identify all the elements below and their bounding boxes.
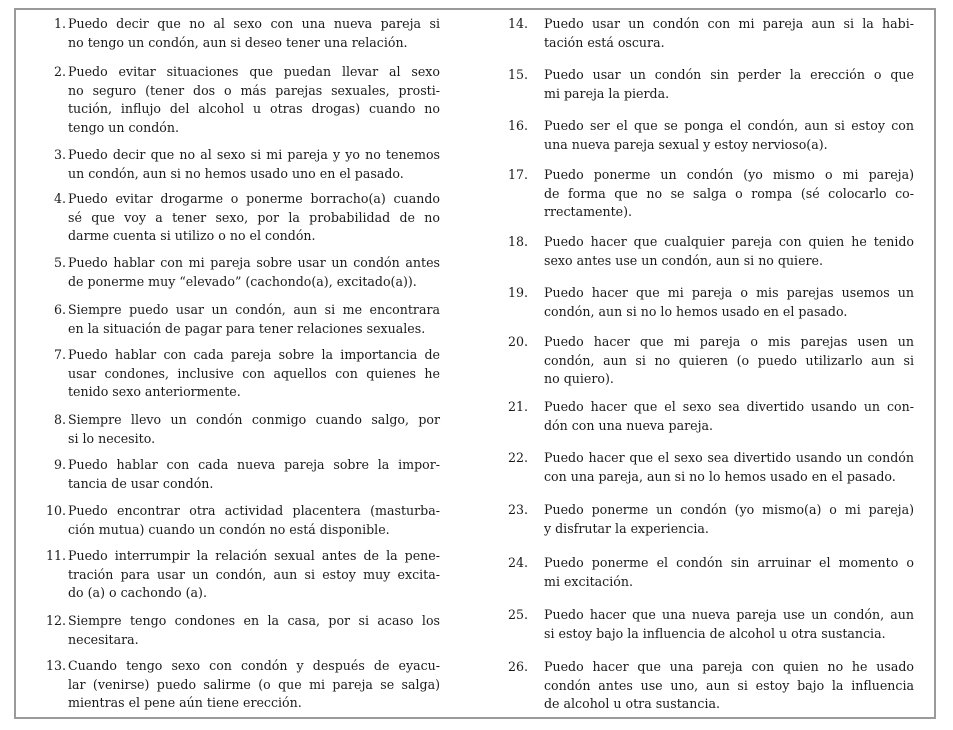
item-number: 12.: [45, 613, 66, 628]
item-text: [68, 15, 440, 52]
list-item: [488, 606, 914, 643]
item-text-line: Siempre llevo un condón conmigo cuando salgo, por: [68, 412, 440, 427]
item-text: [544, 66, 914, 103]
list-item: [488, 501, 914, 538]
item-text-line: Puedo usar un condón con mi pareja aun si la habi-: [544, 16, 914, 31]
list-item: [30, 502, 440, 539]
item-text-line: Puedo usar un condón sin perder la erección o que: [544, 67, 914, 82]
item-text-line: de alcohol u otra sustancia.: [544, 696, 721, 711]
item-text-line: Puedo hacer que una pareja con quien no he usado: [544, 659, 914, 674]
item-text-line: rrectamente).: [544, 204, 633, 219]
item-text: [544, 233, 914, 270]
item-text: [544, 501, 914, 538]
item-text-line: tengo un condón.: [68, 119, 180, 135]
item-text-line: y disfrutar la experiencia.: [544, 520, 709, 536]
item-text-line: Siempre puedo usar un condón, aun si me encontrara: [68, 302, 440, 317]
item-text-line: Puedo ponerme el condón sin arruinar el momento o: [544, 555, 914, 570]
item-text-line: Siempre tengo condones en la casa, por si acaso los: [68, 613, 440, 628]
item-number: 8.: [53, 412, 66, 427]
item-text-line: sexo antes use un condón, aun si no quiere.: [544, 252, 824, 268]
item-text-line: darme cuenta si utilizo o no el condón.: [68, 228, 316, 243]
item-text-line: dón con una nueva pareja.: [544, 417, 714, 433]
item-number: 17.: [507, 167, 528, 182]
item-text: [544, 554, 914, 591]
item-number: 24.: [507, 555, 528, 570]
item-text-line: Puedo hablar con mi pareja sobre usar un condón antes: [68, 255, 440, 270]
list-item: [488, 449, 914, 486]
item-text-line: tución, influjo del alcohol u otras drogas) cuando no: [68, 101, 440, 116]
list-item: [488, 554, 914, 591]
item-text-line: tación está oscura.: [544, 34, 665, 50]
list-item: [488, 117, 914, 154]
item-text-line: necesitara.: [68, 631, 139, 647]
item-text-line: Puedo hablar con cada nueva pareja sobre la impor-: [68, 457, 440, 472]
item-text: [68, 146, 440, 183]
item-text-line: Puedo decir que no al sexo con una nueva pareja si: [68, 16, 440, 31]
item-text-line: Puedo hacer que una nueva pareja use un condón, aun: [544, 607, 914, 622]
item-text-line: usar condones, inclusive con aquellos con quienes he: [68, 365, 440, 381]
list-item: [30, 657, 440, 713]
item-text: [68, 657, 440, 713]
list-item: [30, 63, 440, 137]
item-text: [544, 284, 914, 321]
item-text: [68, 63, 440, 137]
item-text-line: Puedo ponerme un condón (yo mismo(a) o mi pareja): [544, 502, 914, 517]
item-text-line: con una pareja, aun si no lo hemos usado en el pasado.: [544, 468, 896, 484]
item-text: [544, 606, 914, 643]
list-item: [30, 15, 440, 52]
item-text-line: Puedo decir que no al sexo si mi pareja y yo no tenemos: [68, 147, 440, 162]
item-text-line: sé que voy a tener sexo, por la probabilidad de no: [68, 209, 440, 225]
list-item: [30, 146, 440, 183]
item-number: 3.: [53, 147, 66, 162]
item-text-line: una nueva pareja sexual y estoy nervioso(a).: [544, 136, 828, 152]
item-text-line: en la situación de pagar para tener relaciones sexuales.: [68, 320, 426, 336]
item-text: [68, 547, 440, 603]
item-text-line: mi excitación.: [544, 573, 633, 589]
item-text-line: Cuando tengo sexo con condón y después de eyacu-: [68, 658, 440, 673]
item-text: [68, 301, 440, 338]
item-text: [68, 254, 440, 291]
item-text-line: lar (venirse) puedo salirme (o que mi pareja se salga): [68, 676, 440, 692]
item-number: 6.: [53, 302, 66, 317]
item-text-line: Puedo hacer que mi pareja o mis parejas usemos un: [544, 285, 914, 300]
item-number: 13.: [45, 658, 66, 673]
item-text: [68, 456, 440, 493]
item-text: [544, 658, 914, 714]
list-item: [488, 333, 914, 389]
item-number: 4.: [53, 191, 66, 206]
list-item: [30, 547, 440, 603]
item-text: [544, 333, 914, 389]
item-text-line: si estoy bajo la influencia de alcohol u otra sustancia.: [544, 625, 886, 641]
item-text-line: de forma que no se salga o rompa (sé colocarlo co-: [544, 185, 914, 201]
item-text-line: Puedo ponerme un condón (yo mismo o mi pareja): [544, 167, 914, 182]
item-number: 10.: [45, 503, 66, 518]
item-number: 22.: [507, 450, 528, 465]
item-number: 18.: [507, 234, 528, 249]
list-item: [30, 456, 440, 493]
item-number: 25.: [507, 607, 528, 622]
item-text-line: Puedo hacer que el sexo sea divertido usando un condón: [544, 450, 914, 465]
item-number: 9.: [53, 457, 66, 472]
item-number: 14.: [507, 16, 528, 31]
item-text-line: Puedo interrumpir la relación sexual antes de la pene-: [68, 548, 440, 563]
list-item: [30, 346, 440, 402]
item-number: 1.: [53, 16, 66, 31]
item-text-line: Puedo ser el que se ponga el condón, aun si estoy con: [544, 118, 914, 133]
item-text-line: si lo necesito.: [68, 430, 156, 446]
list-item: [30, 254, 440, 291]
item-text: [544, 398, 914, 435]
item-text-line: Puedo hacer que el sexo sea divertido usando un con-: [544, 399, 914, 414]
item-text-line: Puedo encontrar otra actividad placentera (masturba-: [68, 503, 440, 518]
item-text: [68, 346, 440, 402]
item-text-line: no seguro (tener dos o más parejas sexuales, prosti-: [68, 82, 440, 98]
item-text-line: do (a) o cachondo (a).: [68, 585, 207, 600]
item-number: 15.: [507, 67, 528, 82]
list-item: [488, 658, 914, 714]
item-number: 7.: [53, 347, 66, 362]
list-item: [488, 284, 914, 321]
item-text-line: no quiero).: [544, 371, 614, 386]
item-text: [544, 117, 914, 154]
item-number: 16.: [507, 118, 528, 133]
item-text: [544, 449, 914, 486]
list-item: [30, 301, 440, 338]
list-item: [488, 66, 914, 103]
item-text-line: ción mutua) cuando un condón no está disponible.: [68, 521, 390, 537]
item-text-line: tenido sexo anteriormente.: [68, 384, 241, 399]
item-text-line: no tengo un condón, aun si deseo tener una relación.: [68, 34, 408, 50]
item-text-line: tancia de usar condón.: [68, 475, 214, 491]
item-text-line: condón, aun si no quieren (o puedo utilizarlo aun si: [544, 352, 914, 368]
list-item: [30, 411, 440, 448]
item-text-line: mi pareja la pierda.: [544, 85, 670, 101]
item-text-line: tración para usar un condón, aun si estoy muy excita-: [68, 566, 440, 582]
item-text: [68, 502, 440, 539]
item-number: 20.: [507, 334, 528, 349]
list-item: [488, 233, 914, 270]
list-item: [488, 166, 914, 222]
item-text: [544, 166, 914, 222]
list-item: [30, 190, 440, 246]
list-item: [30, 612, 440, 649]
item-number: 19.: [507, 285, 528, 300]
item-text: [68, 612, 440, 649]
item-number: 23.: [507, 502, 528, 517]
item-text-line: Puedo hacer que cualquier pareja con quien he tenido: [544, 234, 914, 249]
item-number: 11.: [45, 548, 66, 563]
item-number: 2.: [53, 64, 66, 79]
item-text: [68, 190, 440, 246]
item-text-line: mientras el pene aún tiene erección.: [68, 695, 302, 710]
list-item: [488, 398, 914, 435]
item-number: 5.: [53, 255, 66, 270]
item-text-line: de ponerme muy “elevado” (cachondo(a), excitado(a)).: [68, 273, 417, 289]
list-item: [488, 15, 914, 52]
item-text-line: Puedo hablar con cada pareja sobre la importancia de: [68, 347, 440, 362]
item-text-line: Puedo hacer que mi pareja o mis parejas usen un: [544, 334, 914, 349]
item-text-line: Puedo evitar situaciones que puedan llevar al sexo: [68, 64, 440, 79]
item-text: [68, 411, 440, 448]
item-text: [544, 15, 914, 52]
item-text-line: condón, aun si no lo hemos usado en el pasado.: [544, 303, 848, 319]
item-number: 26.: [507, 659, 528, 674]
item-number: 21.: [507, 399, 528, 414]
item-text-line: condón antes use uno, aun si estoy bajo la influencia: [544, 677, 914, 693]
item-text-line: un condón, aun si no hemos usado uno en el pasado.: [68, 165, 404, 181]
item-text-line: Puedo evitar drogarme o ponerme borracho(a) cuando: [68, 191, 440, 206]
